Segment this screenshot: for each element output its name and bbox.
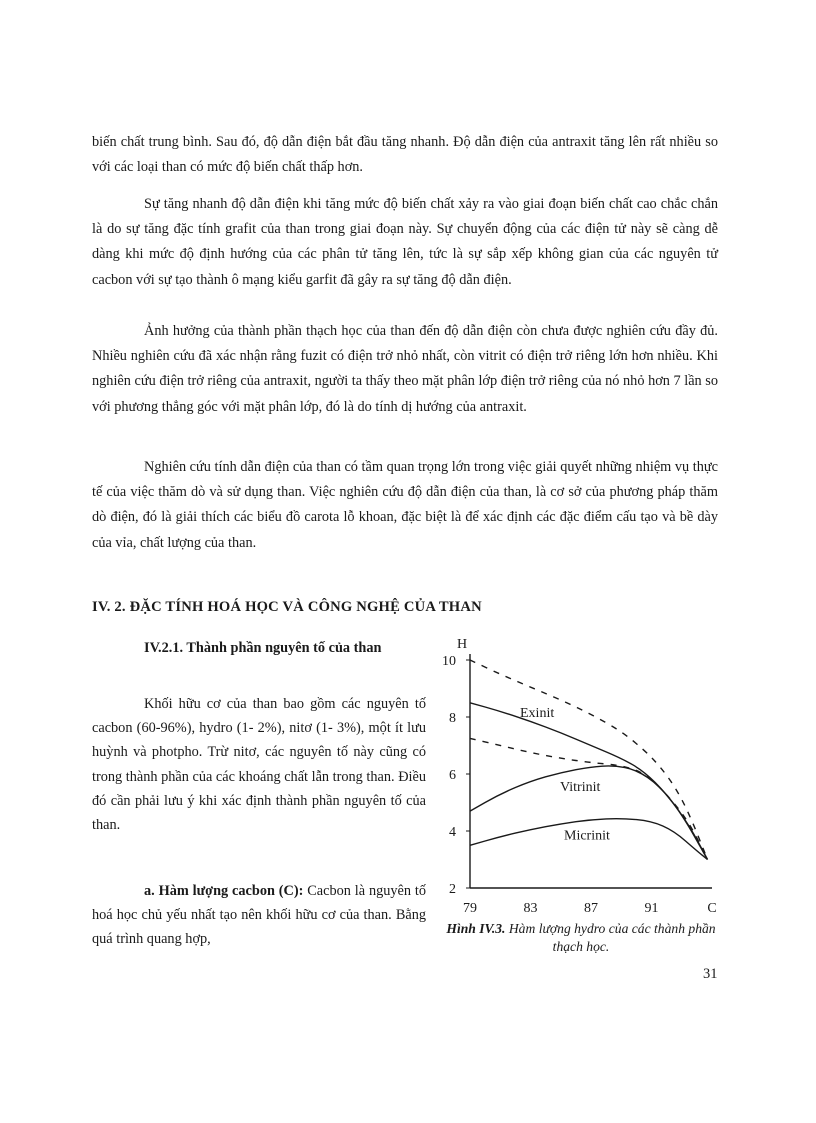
figure-chart (430, 628, 730, 916)
paragraph-3: Ảnh hưởng của thành phần thạch học của than đến độ dẫn điện còn chưa được nghiên cứu đầy đủ. Nhiều nghiên cứu đã xác nhận rằng fuzit có điện trở nhỏ nhất, còn vitrit có điện trở riêng lớn hơn nhiều. Khi nghiên cứu điện trở riêng của antraxit, người ta thấy theo mặt phân lớp điện trở riêng của nó nhỏ hơn 7 lần so với phương thẳng góc với mặt phân lớp, đó là do tính dị hướng của antraxit. (92, 323, 718, 415)
x-tick-label-3: 91 (644, 901, 659, 916)
y-tick-label-3: 8 (449, 711, 456, 726)
subheading-a: a. Hàm lượng cacbon (C): (144, 883, 304, 899)
x-tick-label-1: 83 (523, 901, 538, 916)
figure-caption (436, 920, 726, 956)
subheading-a-text: Cacbon là nguyên tố hoá học chủ yếu nhất tạo nên khối hữu cơ của than. Bằng quá trình quang hợp, (92, 883, 427, 948)
caption-text: Hàm lượng hydro của các thành phần thạch học. (505, 921, 716, 954)
series-label-micrinit: Micrinit (564, 828, 610, 844)
hydrogen-content-chart (430, 628, 730, 916)
section-title: IV. 2. ĐẶC TÍNH HOÁ HỌC VÀ CÔNG NGHỆ CỦA THAN (92, 599, 482, 615)
y-tick-label-2: 6 (449, 768, 456, 783)
subheading-a-paragraph (92, 879, 426, 952)
series-label-exinit: Exinit (520, 706, 555, 721)
x-tick-label-2: 87 (584, 901, 598, 916)
x-axis-label: C (707, 901, 717, 916)
page-number: 31 (703, 966, 718, 982)
paragraph-2: Sự tăng nhanh độ dẫn điện khi tăng mức độ biến chất xảy ra vào giai đoạn biến chất cao chắc chắn là do sự tăng đặc tính grafit của than trong giai đoạn này. Sự chuyển động của các điện tử này sẽ càng dễ dàng khi mức độ định hướng của các phân tử tăng lên, tức là sự sắp xếp không gian của các nguyên tử cacbon với sự tạo thành ô mạng kiểu garfit đã gây ra sự tăng độ dẫn điện. (92, 196, 718, 288)
column-paragraph: Khối hữu cơ của than bao gồm các nguyên tố cacbon (60-96%), hydro (1- 2%), nitơ (1- 3%), một ít lưu huỳnh và photpho. Trừ nitơ, các nguyên tố này cũng có trong thành phần của các khoáng chất lẫn trong than. Điều đó cần phải lưu ý khi xác định thành phần nguyên tố của than. (92, 696, 426, 834)
caption-label: Hình IV.3. (446, 921, 506, 936)
y-tick-label-0: 2 (449, 882, 456, 897)
subsection-title (92, 636, 426, 660)
subsection-title-text: IV.2.1. Thành phần nguyên tố của than (144, 640, 382, 656)
y-tick-label-1: 4 (449, 825, 456, 840)
paragraph-1: biến chất trung bình. Sau đó, độ dẫn điện bắt đầu tăng nhanh. Độ dẫn điện của antraxit tăng lên rất nhiều so với các loại than có mức độ biến chất thấp hơn. (92, 134, 718, 176)
paragraph-4: Nghiên cứu tính dẫn điện của than có tầm quan trọng lớn trong việc giải quyết những nhiệm vụ thực tế của việc thăm dò và sử dụng than. Việc nghiên cứu độ dẫn điện của than, là cơ sở của phương pháp thăm dò điện, đó là giải thích các biểu đồ carota lỗ khoan, đặc biệt là để xác định các đặc điểm cấu tạo và bề dày của vỉa, chất lượng của than. (92, 459, 718, 551)
y-axis-label: H (456, 637, 468, 652)
y-tick-label-4: 10 (442, 654, 456, 669)
x-tick-label-0: 79 (463, 901, 477, 916)
series-label-vitrinit: Vitrinit (560, 780, 601, 796)
